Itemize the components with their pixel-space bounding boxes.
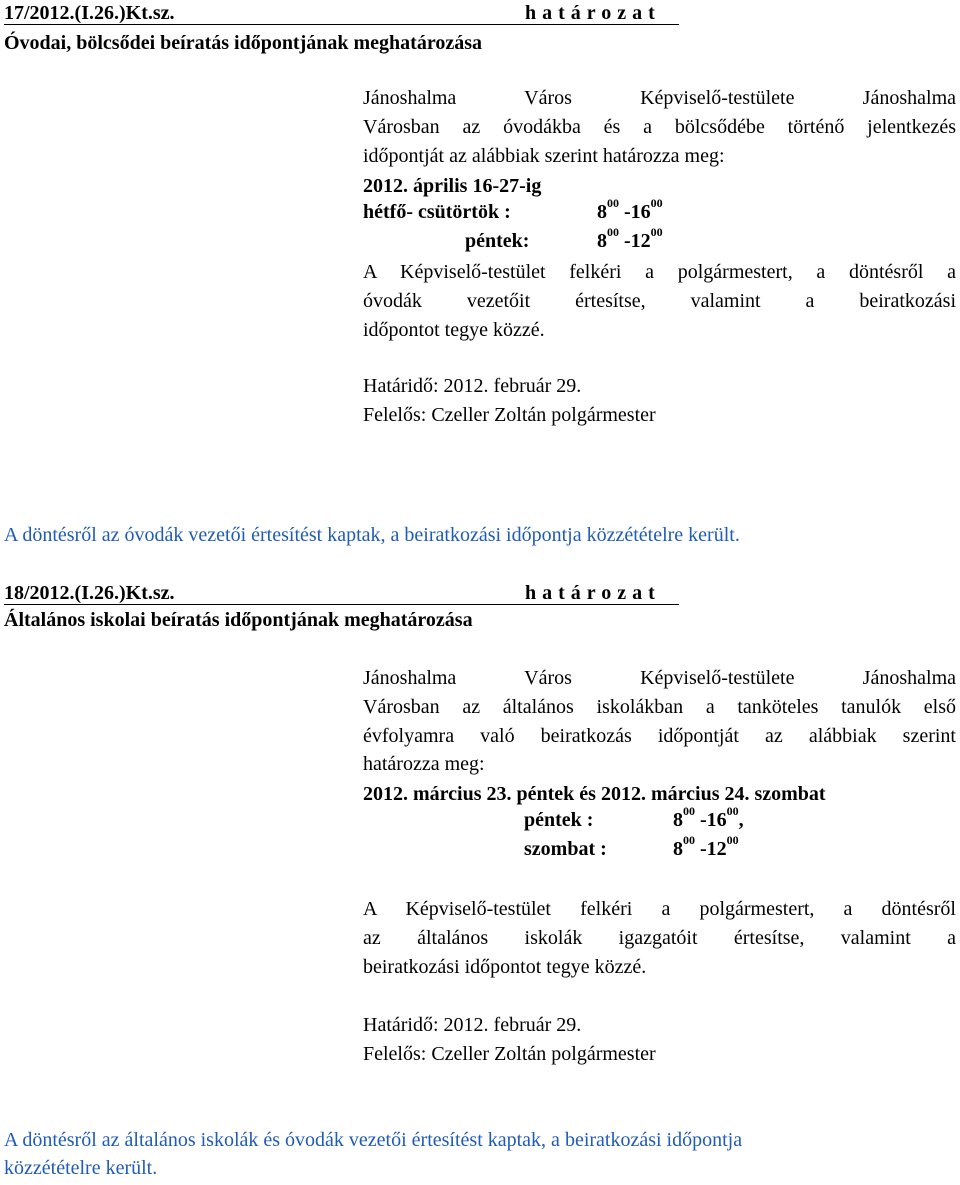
schedule-row xyxy=(465,230,529,253)
deadline: Határidő: 2012. február 29. xyxy=(363,1014,582,1036)
decision-number: 18/2012.(I.26.)Kt.sz. xyxy=(4,582,175,604)
decision-number: 17/2012.(I.26.)Kt.sz. xyxy=(4,2,175,24)
intro-line: Városban az óvodákba és a bölcsődébe történő jelentkezés xyxy=(363,115,956,138)
schedule-row xyxy=(524,838,607,861)
header-underline xyxy=(4,604,679,605)
report-text: A döntésről az általános iskolák és óvodák vezetői értesítést kaptak, a beiratkozási időpontja xyxy=(4,1129,743,1151)
intro-line: évfolyamra való beiratkozás időpontját az alábbiak szerint xyxy=(363,724,956,747)
request-line: óvodák vezetőit értesítse, valamint a beiratkozási xyxy=(363,289,956,312)
date-range: 2012. április 16-27-ig xyxy=(363,175,542,197)
schedule-time: $8^{00}$ $-16^{00}$, xyxy=(673,804,744,831)
schedule-day: hétfő- csütörtök : xyxy=(363,201,511,223)
decision-title: Általános iskolai beíratás időpontjának meghatározása xyxy=(4,609,473,631)
request-line: A Képviselő-testület felkéri a polgármestert, a döntésről xyxy=(363,898,956,920)
intro-line: Jánoshalma Város Képviselő-testülete Jánoshalma xyxy=(363,667,956,689)
schedule-day: péntek: xyxy=(465,230,530,252)
responsible: Felelős: Czeller Zoltán polgármester xyxy=(363,404,656,426)
decision-intro xyxy=(363,664,956,779)
schedule-day: szombat : xyxy=(524,838,607,860)
responsible: Felelős: Czeller Zoltán polgármester xyxy=(363,1043,656,1065)
schedule-time: $8^{00}$ $-16^{00}$ xyxy=(597,196,663,223)
decision-type: h a t á r o z a t xyxy=(525,2,656,24)
intro-line: határozza meg: xyxy=(363,753,485,776)
request-line: A Képviselő-testület felkéri a polgármestert, a döntésről a xyxy=(363,261,956,283)
schedule-time: $8^{00}$ $-12^{00}$ xyxy=(673,833,739,860)
request-line: az általános iskolák igazgatóit értesítse, valamint a xyxy=(363,926,956,949)
date-range: 2012. március 23. péntek és 2012. március 24. szombat xyxy=(363,783,826,805)
request-line: időpontot tegye közzé. xyxy=(363,318,545,341)
decision-request xyxy=(363,258,956,344)
intro-line: Városban az általános iskolákban a tanköteles tanulók első xyxy=(363,695,956,718)
schedule-row xyxy=(524,809,593,832)
report-text: A döntésről az óvodák vezetői értesítést kaptak, a beiratkozási időpontja közzétételre került. xyxy=(4,524,740,546)
intro-line: időpontját az alábbiak szerint határozza meg: xyxy=(363,144,725,167)
intro-line: Jánoshalma Város Képviselő-testülete Jánoshalma xyxy=(363,87,956,109)
decision-request xyxy=(363,895,956,981)
schedule-time: $8^{00}$ $-12^{00}$ xyxy=(597,225,663,252)
request-line: beiratkozási időpontot tegye közzé. xyxy=(363,955,647,978)
deadline: Határidő: 2012. február 29. xyxy=(363,375,582,397)
decision-intro xyxy=(363,84,956,170)
schedule-row xyxy=(363,201,511,224)
decision-title: Óvodai, bölcsődei beíratás időpontjának meghatározása xyxy=(4,32,482,54)
decision-type: h a t á r o z a t xyxy=(525,582,656,604)
schedule-day: péntek : xyxy=(524,809,594,831)
header-underline xyxy=(4,24,679,25)
report-text: közzétételre került. xyxy=(4,1157,158,1179)
